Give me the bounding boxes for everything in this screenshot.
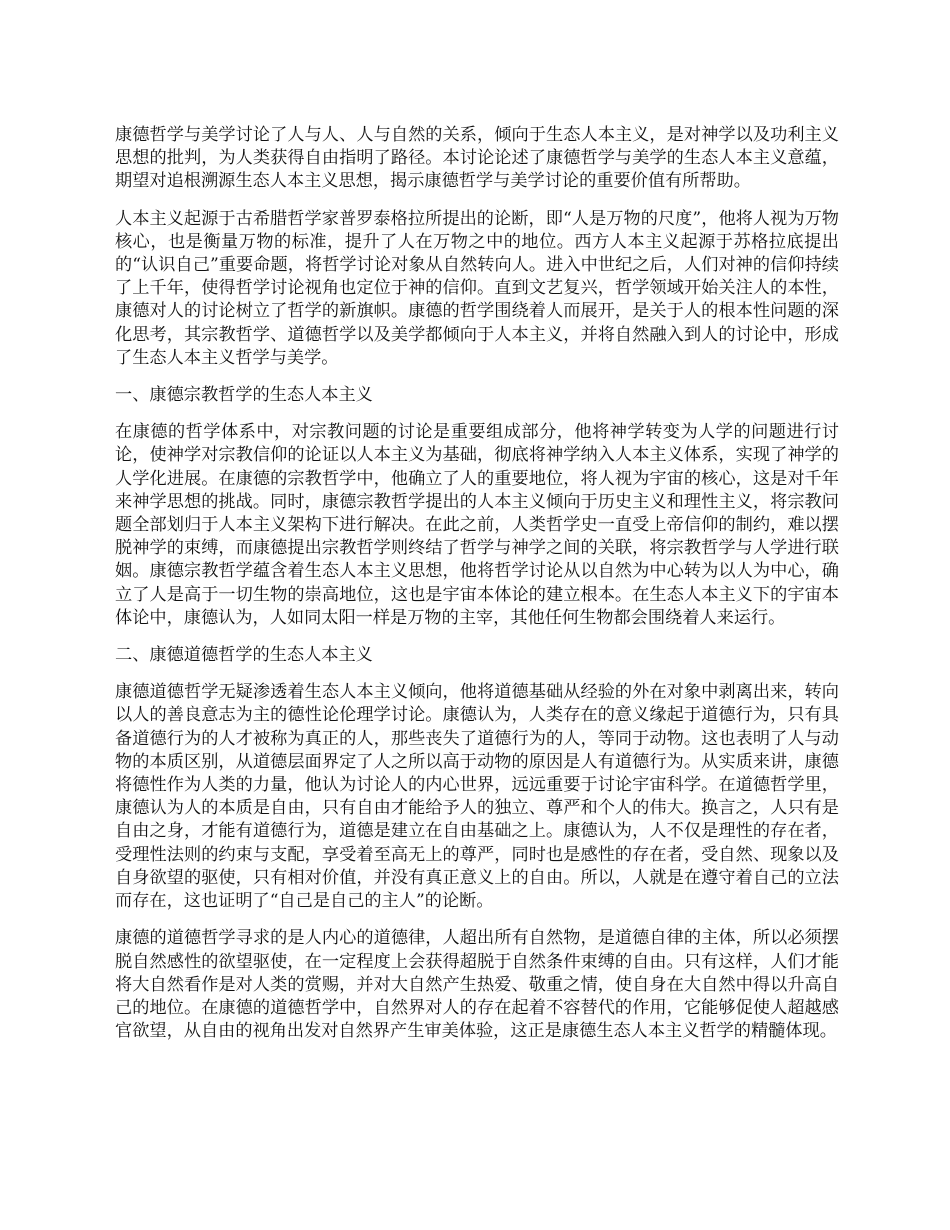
- moral-philosophy-paragraph: 康德道德哲学无疑渗透着生态人本主义倾向，他将道德基础从经验的外在对象中剥离出来，转向以人的善良意志为主的德性论伦理学讨论。康德认为，人类存在的意义缘起于道德行为，只有具备道德行为的人才被称为真正的人，那些丧失了道德行为的人，等同于动物。这也表明了人与动物的本质区别，从道德层面界定了人之所以高于动物的原因是人有道德行为。从实质来讲，康德将德性作为人类的力量，他认为讨论人的内心世界，远远重要于讨论宇宙科学。在道德哲学里，康德认为人的本质是自由，只有自由才能给予人的独立、尊严和个人的伟大。换言之，人只有是自由之身，才能有道德行为，道德是建立在自由基础之上。康德认为，人不仅是理性的存在者，受理性法则的约束与支配，享受着至高无上的尊严，同时也是感性的存在者，受自然、现象以及自身欲望的驱使，只有相对价值，并没有真正意义上的自由。所以，人就是在遵守着自己的立法而存在，这也证明了“自己是自己的主人”的论断。: [115, 682, 839, 912]
- document-body: [115, 124, 839, 1057]
- humanism-origin-paragraph: 人本主义起源于古希腊哲学家普罗泰格拉所提出的论断，即“人是万物的尺度”，他将人视为万物核心，也是衡量万物的标准，提升了人在万物之中的地位。西方人本主义起源于苏格拉底提出的“认识自己”重要命题，将哲学讨论对象从自然转向人。进入中世纪之后，人们对神的信仰持续了上千年，使得哲学讨论视角也定位于神的信仰。直到文艺复兴，哲学领域开始关注人的本性，康德对人的讨论树立了哲学的新旗帜。康德的哲学围绕着人而展开，是关于人的根本性问题的深化思考，其宗教哲学、道德哲学以及美学都倾向于人本主义，并将自然融入到人的讨论中，形成了生态人本主义哲学与美学。: [115, 208, 839, 368]
- intro-paragraph: 康德哲学与美学讨论了人与人、人与自然的关系，倾向于生态人本主义，是对神学以及功利主义思想的批判，为人类获得自由指明了路径。本讨论论述了康德哲学与美学的生态人本主义意蕴，期望对追根溯源生态人本主义思想，揭示康德哲学与美学讨论的重要价值有所帮助。: [115, 125, 839, 192]
- section-heading-morality: 二、康德道德哲学的生态人本主义: [115, 645, 373, 666]
- section-heading-religion: 一、康德宗教哲学的生态人本主义: [115, 385, 373, 406]
- moral-law-paragraph: 康德的道德哲学寻求的是人内心的道德律，人超出所有自然物，是道德自律的主体，所以必须摆脱自然感性的欲望驱使，在一定程度上会获得超脱于自然条件束缚的自由。只有这样，人们才能将大自然看作是对人类的赏赐，并对大自然产生热爱、敬重之情，使自身在大自然中得以升高自己的地位。在康德的道德哲学中，自然界对人的存在起着不容替代的作用，它能够促使人超越感官欲望，从自由的视角出发对自然界产生审美体验，这正是康德生态人本主义哲学的精髓体现。: [115, 928, 839, 1042]
- religion-philosophy-paragraph: 在康德的哲学体系中，对宗教问题的讨论是重要组成部分，他将神学转变为人学的问题进行讨论，使神学对宗教信仰的论证以人本主义为基础，彻底将神学纳入人本主义体系，实现了神学的人学化进展。在康德的宗教哲学中，他确立了人的重要地位，将人视为宇宙的核心，这是对千年来神学思想的挑战。同时，康德宗教哲学提出的人本主义倾向于历史主义和理性主义，将宗教问题全部划归于人本主义架构下进行解决。在此之前，人类哲学史一直受上帝信仰的制约，难以摆脱神学的束缚，而康德提出宗教哲学则终结了哲学与神学之间的关联，将宗教哲学与人学进行联姻。康德宗教哲学蕴含着生态人本主义思想，他将哲学讨论从以自然为中心转为以人为中心，确立了人是高于一切生物的崇高地位，这也是宇宙本体论的建立根本。在生态人本主义下的宇宙本体论中，康德认为，人如同太阳一样是万物的主宰，其他任何生物都会围绕着人来运行。: [115, 422, 839, 628]
